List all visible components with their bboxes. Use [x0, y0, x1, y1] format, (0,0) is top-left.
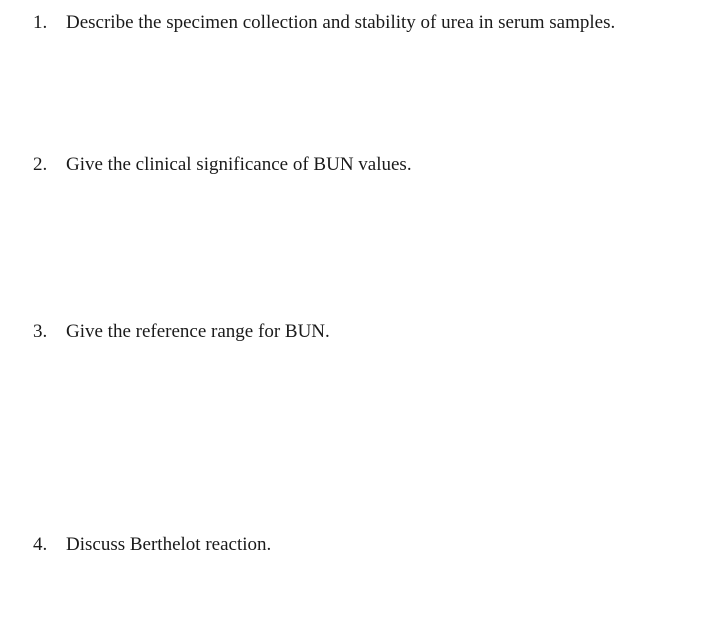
question-text: Describe the specimen collection and stability of urea in serum samples.	[66, 12, 616, 33]
question-1	[33, 11, 615, 35]
question-text: Discuss Berthelot reaction.	[66, 534, 272, 555]
question-number: 1.	[33, 12, 48, 33]
question-text: Give the reference range for BUN.	[66, 321, 330, 342]
question-number: 2.	[33, 154, 48, 175]
question-number: 4.	[33, 534, 48, 555]
question-text: Give the clinical significance of BUN values.	[66, 154, 412, 175]
question-4	[33, 533, 271, 557]
question-3	[33, 320, 330, 344]
question-2	[33, 153, 412, 177]
question-number: 3.	[33, 321, 48, 342]
